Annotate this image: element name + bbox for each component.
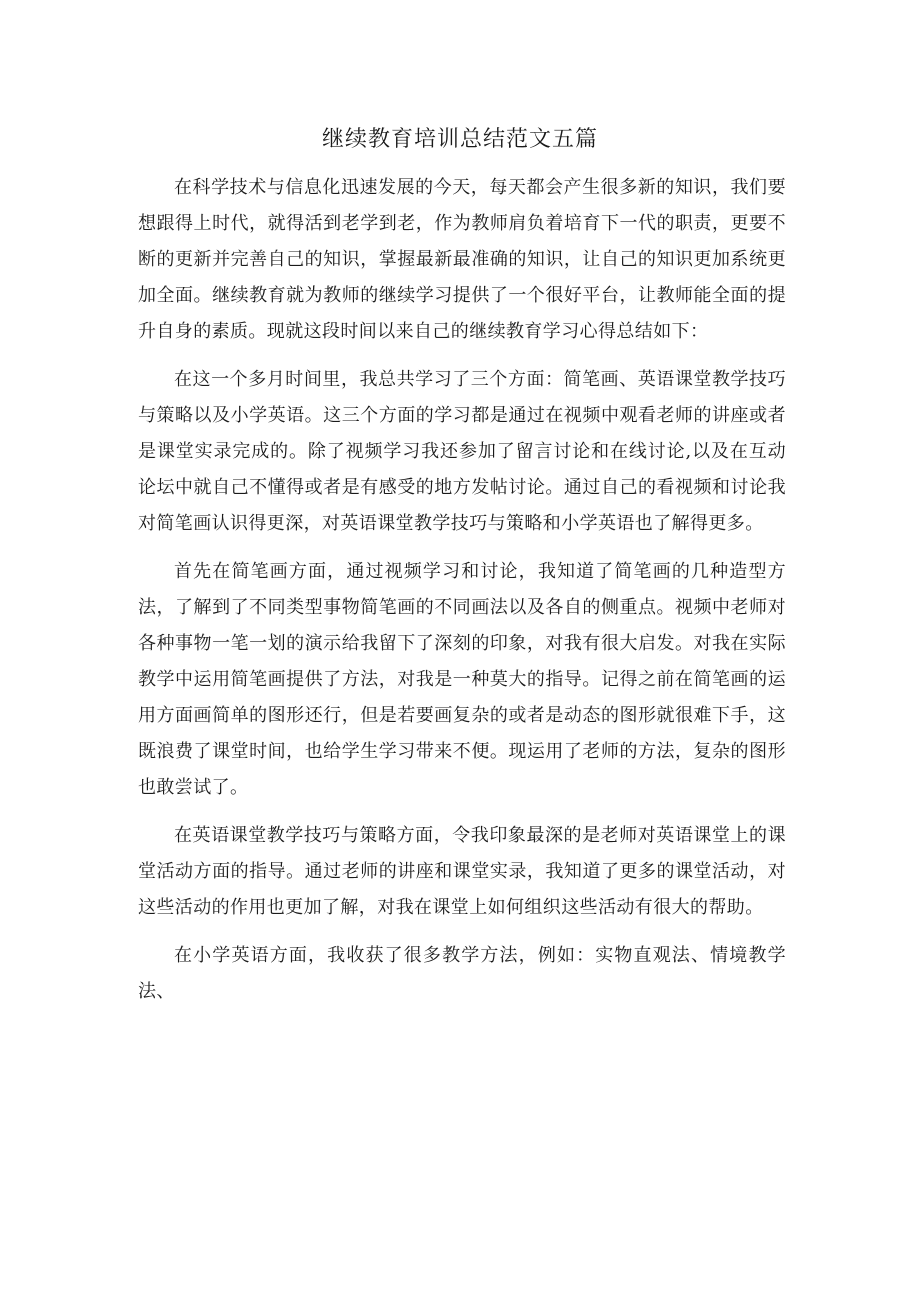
- paragraph-primary-english: 在小学英语方面，我收获了很多教学方法，例如：实物直观法、情境教学法、: [138, 945, 786, 1002]
- document-body: [138, 170, 786, 1022]
- paragraph-classroom-techniques: 在英语课堂教学技巧与策略方面，令我印象最深的是老师对英语课堂上的课堂活动方面的指导。通过老师的讲座和课堂实录，我知道了更多的课堂活动，对这些活动的作用也更加了解，对我在课堂上如何组织这些活动有很大的帮助。: [138, 825, 786, 918]
- paragraph-simple-drawing: 首先在简笔画方面，通过视频学习和讨论，我知道了简笔画的几种造型方法，了解到了不同类型事物简笔画的不同画法以及各自的侧重点。视频中老师对各种事物一笔一划的演示给我留下了深刻的印象，对我有很大启发。对我在实际教学中运用简笔画提供了方法，对我是一种莫大的指导。记得之前在简笔画的运用方面画简单的图形还行，但是若要画复杂的或者是动态的图形就很难下手，这既浪费了课堂时间，也给学生学习带来不便。现运用了老师的方法，复杂的图形也敢尝试了。: [138, 561, 786, 798]
- paragraph-study-overview: 在这一个多月时间里，我总共学习了三个方面：简笔画、英语课堂教学技巧与策略以及小学英语。这三个方面的学习都是通过在视频中观看老师的讲座或者是课堂实录完成的。除了视频学习我还参加了留言讨论和在线讨论,以及在互动论坛中就自己不懂得或者是有感受的地方发帖讨论。通过自己的看视频和讨论我对简笔画认识得更深，对英语课堂教学技巧与策略和小学英语也了解得更多。: [138, 369, 786, 534]
- document-title: 继续教育培训总结范文五篇: [321, 127, 598, 152]
- paragraph-intro: 在科学技术与信息化迅速发展的今天，每天都会产生很多新的知识，我们要想跟得上时代，就得活到老学到老，作为教师肩负着培育下一代的职责，更要不断的更新并完善自己的知识，掌握最新最准确的知识，让自己的知识更加系统更加全面。继续教育就为教师的继续学习提供了一个很好平台，让教师能全面的提升自身的素质。现就这段时间以来自己的继续教育学习心得总结如下：: [138, 177, 786, 342]
